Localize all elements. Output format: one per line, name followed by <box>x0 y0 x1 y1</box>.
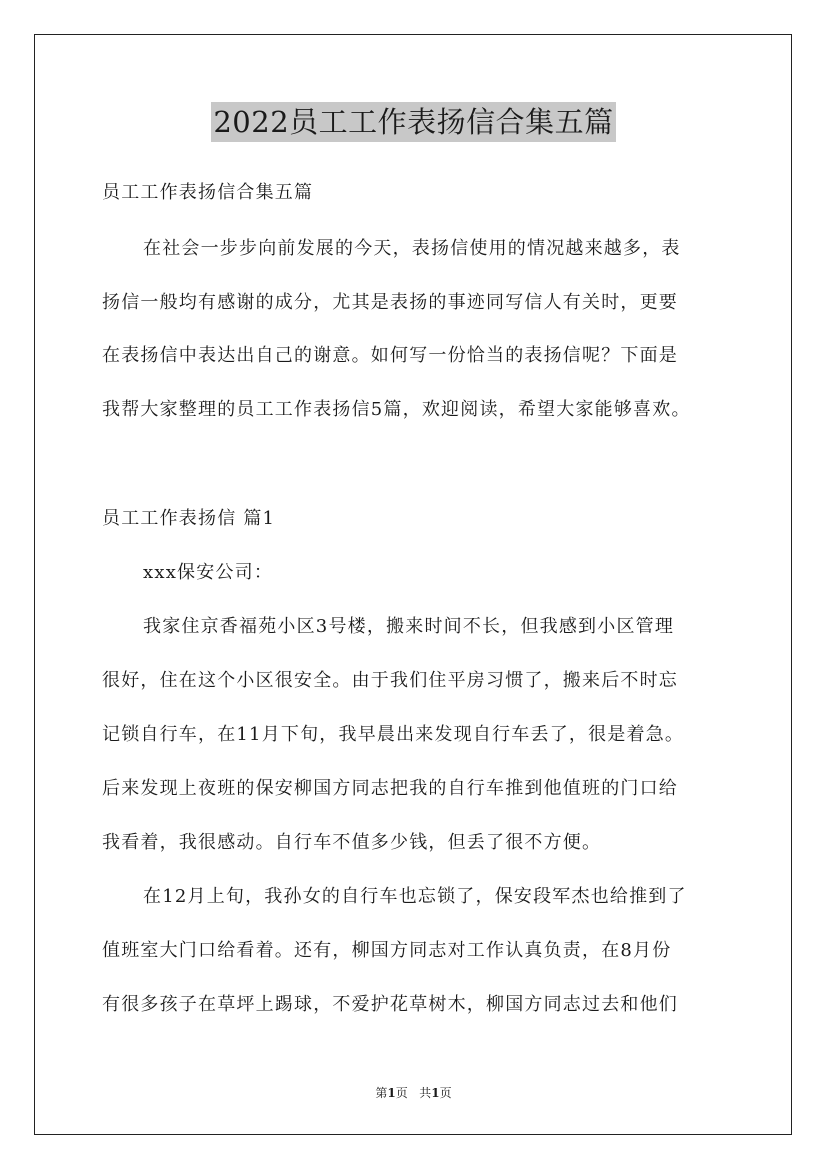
page-suffix: 页 <box>395 1086 408 1100</box>
paragraph-line: 我看着，我很感动。自行车不值多少钱，但丢了很不方便。 <box>102 832 602 853</box>
document-subtitle: 员工工作表扬信合集五篇 <box>102 182 314 203</box>
paragraph-line: 值班室大门口给看着。还有，柳国方同志对工作认真负责，在8月份 <box>102 940 672 961</box>
total-pages: 1 <box>431 1086 440 1100</box>
total-prefix: 共 <box>419 1086 432 1100</box>
intro-line: 扬信一般均有感谢的成分，尤其是表扬的事迹同写信人有关时，更要 <box>102 292 678 313</box>
paragraph-line: 有很多孩子在草坪上踢球，不爱护花草树木，柳国方同志过去和他们 <box>102 994 678 1015</box>
salutation: xxx保安公司： <box>143 562 274 583</box>
document-title: 2022员工工作表扬信合集五篇 <box>211 102 615 142</box>
page-number: 1 <box>387 1086 396 1100</box>
paragraph-line: 很好，住在这个小区很安全。由于我们住平房习惯了，搬来后不时忘 <box>102 670 678 691</box>
title-container <box>0 102 827 142</box>
section-heading: 员工工作表扬信 篇1 <box>102 508 276 529</box>
paragraph-line: 我家住京香福苑小区3号楼，搬来时间不长，但我感到小区管理 <box>143 616 675 637</box>
paragraph-line: 在12月上旬，我孙女的自行车也忘锁了，保安段军杰也给推到了 <box>143 886 687 907</box>
page-prefix: 第 <box>375 1086 388 1100</box>
paragraph-line: 记锁自行车，在11月下旬，我早晨出来发现自行车丢了，很是着急。 <box>102 724 685 745</box>
page-footer <box>0 1085 827 1101</box>
total-suffix: 页 <box>439 1086 452 1100</box>
paragraph-line: 后来发现上夜班的保安柳国方同志把我的自行车推到他值班的门口给 <box>102 778 678 799</box>
intro-line: 我帮大家整理的员工工作表扬信5篇，欢迎阅读，希望大家能够喜欢。 <box>102 399 691 420</box>
intro-line: 在表扬信中表达出自己的谢意。如何写一份恰当的表扬信呢？下面是 <box>102 345 678 366</box>
intro-line: 在社会一步步向前发展的今天，表扬信使用的情况越来越多，表 <box>143 238 681 259</box>
